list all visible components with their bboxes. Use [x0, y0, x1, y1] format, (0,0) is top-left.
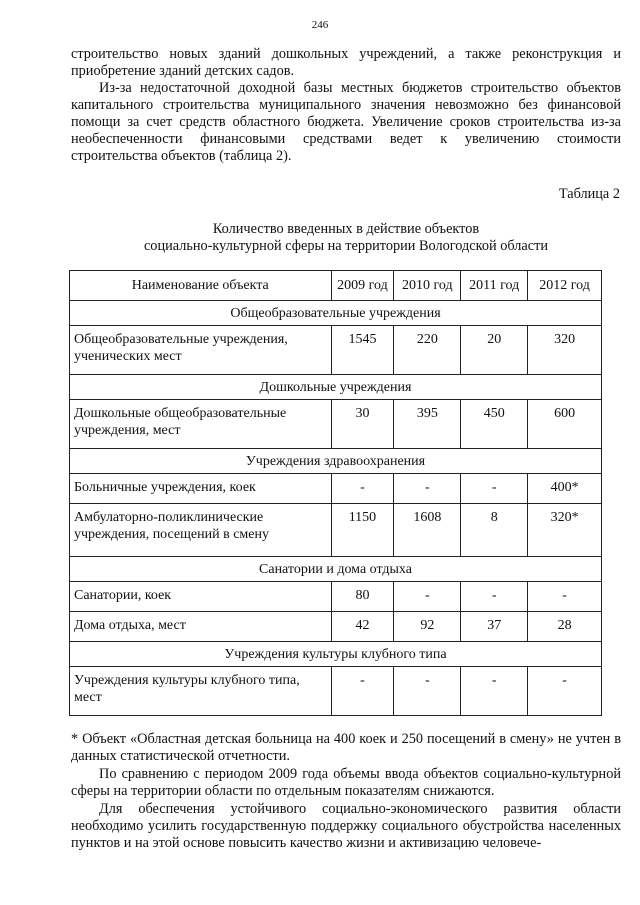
table-row [70, 667, 602, 716]
cell-2009: 80 [331, 582, 394, 612]
cell-2010: 220 [394, 326, 461, 375]
cell-2012: 28 [528, 612, 602, 642]
cell-2012: 400* [528, 474, 602, 504]
section-row [70, 449, 602, 474]
cell-2011: 450 [461, 400, 528, 449]
cell-2011: - [461, 582, 528, 612]
cell-2010: 395 [394, 400, 461, 449]
page-number: 246 [311, 19, 329, 31]
table-caption [71, 221, 621, 255]
table-label: Таблица 2 [558, 186, 620, 202]
section-row [70, 301, 602, 326]
row-name: Амбулаторно-поликлинические учреждения, посещений в смену [70, 504, 332, 557]
table-row [70, 474, 602, 504]
caption-line-2: социально-культурной сферы на территории Вологодской области [143, 238, 549, 254]
header-2009: 2009 год [331, 271, 394, 301]
cell-2011: 37 [461, 612, 528, 642]
cell-2009: 1545 [331, 326, 394, 375]
cell-2010: 1608 [394, 504, 461, 557]
cell-2009: 42 [331, 612, 394, 642]
caption-line-1: Количество введенных в действие объектов [212, 221, 480, 237]
cell-2009: 1150 [331, 504, 394, 557]
row-name: Дошкольные общеобразовательные учреждения, мест [70, 400, 332, 449]
paragraph-support: Для обеспечения устойчивого социально-экономического развития области необходимо усилить государственную поддержку социального обустройства населенных пунктов и на этой основе повысить качество жизни и активизацию человече- [71, 801, 621, 851]
section-title: Общеобразовательные учреждения [70, 301, 602, 326]
cell-2009: - [331, 667, 394, 716]
header-2012: 2012 год [528, 271, 602, 301]
section-row [70, 557, 602, 582]
paragraph-funding: Из-за недостаточной доходной базы местных бюджетов строительство объектов капитального строительства муниципального значения невозможно без финансовой помощи за счет средств областного бюджета. Увеличение сроков строительства из-за необеспеченности финансовыми средствами ведет к увеличению стоимости строительства объектов (таблица 2). [71, 80, 621, 164]
section-title: Санатории и дома отдыха [70, 557, 602, 582]
paragraph-continuation: строительство новых зданий дошкольных учреждений, а также реконструкция и приобретение зданий детских садов. [71, 46, 621, 79]
cell-2012: - [528, 667, 602, 716]
section-row [70, 642, 602, 667]
cell-2011: - [461, 474, 528, 504]
row-name: Учреждения культуры клубного типа, мест [70, 667, 332, 716]
table-row [70, 504, 602, 557]
cell-2010: - [394, 474, 461, 504]
row-name: Санатории, коек [70, 582, 332, 612]
table-header-row [70, 271, 602, 301]
section-title: Учреждения культуры клубного типа [70, 642, 602, 667]
table-row [70, 612, 602, 642]
section-title: Дошкольные учреждения [70, 375, 602, 400]
cell-2011: 20 [461, 326, 528, 375]
paragraph-comparison: По сравнению с периодом 2009 года объемы ввода объектов социально-культурной сферы на территории области по отдельным показателям снижаются. [71, 766, 621, 799]
cell-2009: - [331, 474, 394, 504]
cell-2010: - [394, 582, 461, 612]
section-row [70, 375, 602, 400]
table-row [70, 326, 602, 375]
cell-2012: - [528, 582, 602, 612]
cell-2011: 8 [461, 504, 528, 557]
footnote: * Объект «Областная детская больница на 400 коек и 250 посещений в смену» не учтен в данных статистической отчетности. [71, 731, 621, 764]
row-name: Больничные учреждения, коек [70, 474, 332, 504]
cell-2009: 30 [331, 400, 394, 449]
row-name: Дома отдыха, мест [70, 612, 332, 642]
table-row [70, 400, 602, 449]
objects-table [69, 270, 602, 716]
cell-2010: - [394, 667, 461, 716]
header-object-name: Наименование объекта [70, 271, 332, 301]
cell-2010: 92 [394, 612, 461, 642]
header-2011: 2011 год [461, 271, 528, 301]
table-row [70, 582, 602, 612]
cell-2011: - [461, 667, 528, 716]
row-name: Общеобразовательные учреждения, ученических мест [70, 326, 332, 375]
cell-2012: 600 [528, 400, 602, 449]
header-2010: 2010 год [394, 271, 461, 301]
cell-2012: 320* [528, 504, 602, 557]
cell-2012: 320 [528, 326, 602, 375]
section-title: Учреждения здравоохранения [70, 449, 602, 474]
